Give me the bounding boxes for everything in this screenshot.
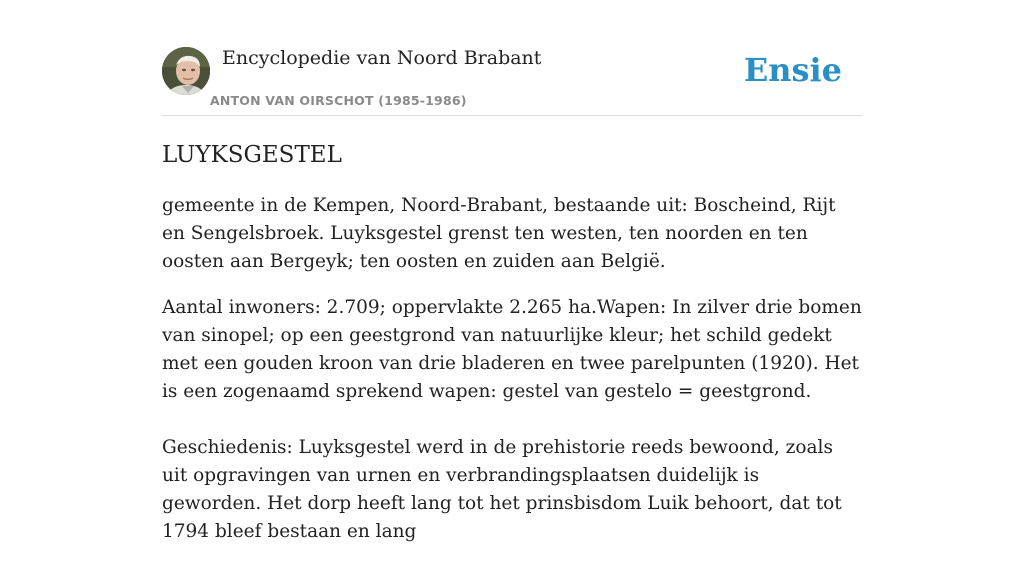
book-title[interactable]: Encyclopedie van Noord Brabant (222, 47, 542, 69)
author-name[interactable]: ANTON VAN OIRSCHOT (1985-1986) (210, 93, 467, 108)
book-header (162, 0, 862, 116)
entry-paragraph: Geschiedenis: Luyksgestel werd in de prehistorie reeds bewoond, zoals uit opgravingen van urnen en verbrandingsplaatsen duidelijk is geworden. Het dorp heeft lang tot het prinsbisdom Luik behoort, dat tot 1794 bleef bestaan en lang (162, 437, 842, 542)
article-page (162, 0, 862, 542)
author-portrait-icon (162, 47, 210, 95)
entry-title: LUYKSGESTEL (162, 142, 342, 168)
ensie-logo[interactable]: Ensie (743, 51, 842, 89)
entry-paragraph: Aantal inwoners: 2.709; oppervlakte 2.265 ha.Wapen: In zilver drie bomen van sinopel; op een geestgrond van natuurlijke kleur; het schild gedekt met een gouden kroon van drie bladeren en twee parelpunten (1920). Het is een zogenaamd sprekend wapen: gestel van gestelo = geestgrond. (162, 297, 862, 402)
entry-paragraph: gemeente in de Kempen, Noord-Brabant, bestaande uit: Boscheind, Rijt en Sengelsbroek. Luyksgestel grenst ten westen, ten noorden en ten oosten aan Bergeyk; ten oosten en zuiden aan België. (162, 195, 836, 272)
author-avatar[interactable] (162, 47, 210, 95)
entry-body (162, 192, 862, 564)
